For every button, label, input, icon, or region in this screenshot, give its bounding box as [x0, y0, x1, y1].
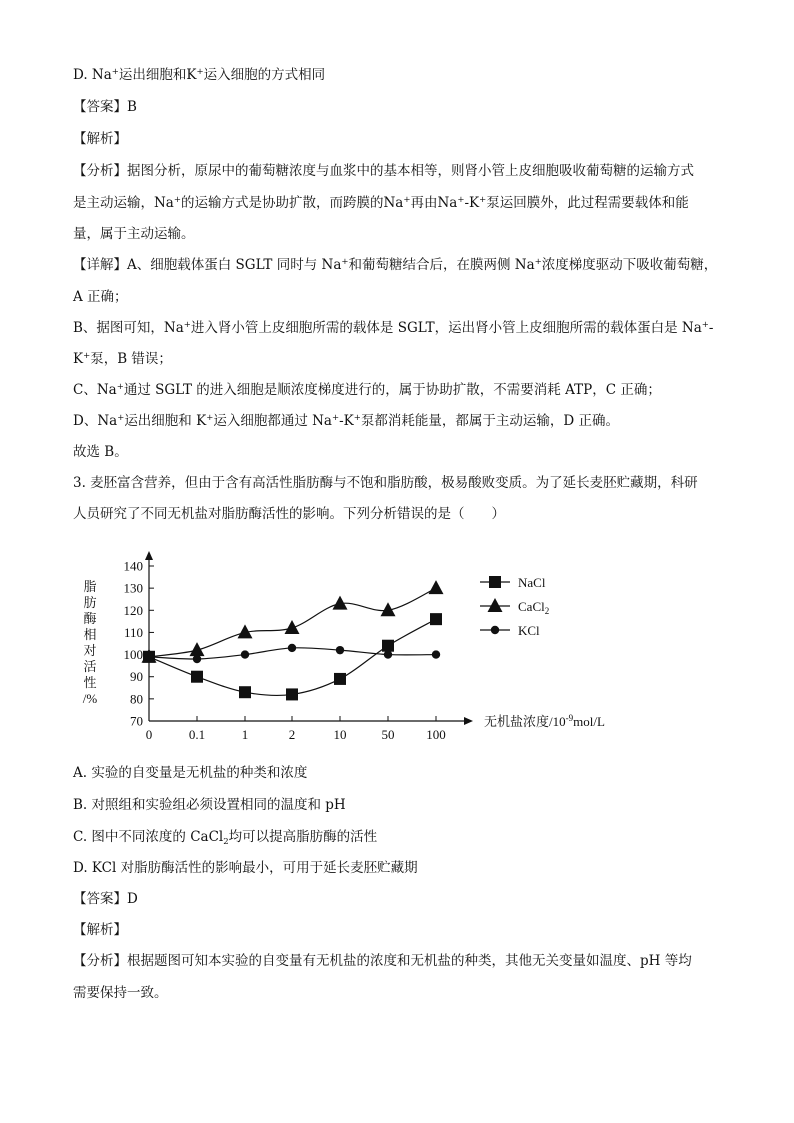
x-tick-label: 1 — [241, 727, 249, 742]
series-point-kcl — [384, 650, 392, 658]
legend-label-nacl: NaCl — [518, 575, 546, 590]
series-point-kcl — [288, 644, 296, 652]
series-point-cacl — [285, 620, 300, 634]
series-point-kcl — [336, 646, 344, 654]
y-tick-label: 120 — [123, 602, 143, 618]
y-tick-label: 130 — [123, 580, 143, 596]
series-point-kcl — [145, 653, 153, 661]
legend-label-cacl: CaCl$_2$ — [518, 599, 550, 616]
q3-stem-line2: 人员研究了不同无机盐对脂肪酶活性的影响。下列分析错误的是（ ） — [73, 506, 505, 522]
q3-answer: 【答案】D — [73, 891, 138, 907]
prev-xiangjie-a2: A 正确； — [73, 289, 128, 305]
q3-option-b: B. 对照组和实验组必须设置相同的温度和 pH — [73, 797, 346, 813]
series-point-nacl — [430, 613, 442, 625]
q3-stem-line1: 3. 麦胚富含营养，但由于含有高活性脂肪酶与不饱和脂肪酸，极易酸败变质。为了延长麦胚贮藏期，科研 — [73, 475, 698, 491]
q3-option-a: A. 实验的自变量是无机盐的种类和浓度 — [73, 765, 308, 781]
legend-marker-kcl — [491, 626, 499, 634]
q3-fenxi-line2: 需要保持一致。 — [73, 985, 168, 1001]
y-tick-label: 70 — [130, 713, 143, 729]
x-tick-label: 2 — [288, 727, 296, 742]
q3-analysis-heading: 【解析】 — [73, 922, 127, 938]
q3-option-c: C. 图中不同浓度的 CaCl$_2$均可以提高脂肪酶的活性 — [73, 829, 378, 847]
q3-fenxi-line1: 【分析】根据题图可知本实验的自变量有无机盐的浓度和无机盐的种类，其他无关变量如温度、pH 等均 — [73, 953, 692, 969]
prev-choose: 故选 B。 — [73, 444, 128, 460]
x-axis-arrow — [464, 717, 473, 725]
series-point-nacl — [191, 671, 203, 683]
prev-option-d: D. Na+运出细胞和K+运入细胞的方式相同 — [73, 67, 326, 83]
y-axis-label-char: 相 — [83, 627, 97, 642]
y-axis-arrow — [145, 551, 153, 560]
y-axis-label-char: 脂 — [83, 579, 97, 594]
series-point-nacl — [239, 686, 251, 698]
x-tick-label: 10 — [333, 727, 347, 742]
q3-chart — [70, 548, 650, 748]
x-tick-label: 0 — [145, 727, 153, 742]
y-tick-label: 80 — [130, 691, 143, 707]
prev-xiangjie-a1: 【详解】A、细胞载体蛋白 SGLT 同时与 Na+和葡萄糖结合后，在膜两侧 Na+浓度梯度驱动下吸收葡萄糖， — [73, 257, 718, 273]
series-point-cacl — [333, 596, 348, 610]
prev-answer: 【答案】B — [73, 99, 137, 115]
prev-fenxi-line1: 【分析】据图分析，原尿中的葡萄糖浓度与血浆中的基本相等，则肾小管上皮细胞吸收葡萄糖的运输方式 — [73, 163, 694, 179]
series-point-kcl — [193, 655, 201, 663]
x-axis-label: 无机盐浓度$/10^{-9}mol/L$ — [484, 713, 605, 729]
y-axis-label-char: 肪 — [83, 595, 97, 610]
y-axis-label-char: 酶 — [83, 611, 97, 626]
prev-xiangjie-d1: D、Na+运出细胞和 K+运入细胞都通过 Na+-K+泵都消耗能量，都属于主动运输，D 正确。 — [73, 413, 620, 429]
series-point-nacl — [286, 688, 298, 700]
prev-fenxi-line2: 是主动运输，Na+的运输方式是协助扩散，而跨膜的Na+再由Na+-K+泵运回膜外，此过程需要载体和能 — [73, 195, 689, 211]
q3-option-d: D. KCl 对脂肪酶活性的影响最小，可用于延长麦胚贮藏期 — [73, 860, 418, 876]
prev-xiangjie-b1: B、据图可知，Na+进入肾小管上皮细胞所需的载体是 SGLT，运出肾小管上皮细胞所需的载体蛋白是 Na+- — [73, 320, 714, 336]
x-tick-label: 0.1 — [188, 727, 206, 742]
legend-marker-cacl — [488, 598, 503, 612]
legend-marker-nacl — [489, 576, 501, 588]
x-tick-label: 100 — [426, 727, 446, 742]
prev-analysis-heading: 【解析】 — [73, 131, 127, 147]
legend-label-kcl: KCl — [518, 623, 540, 638]
y-axis-label-char: 性 — [83, 675, 97, 690]
y-tick-label: 140 — [123, 558, 143, 574]
series-point-kcl — [432, 650, 440, 658]
y-tick-label: 90 — [130, 669, 143, 685]
series-point-nacl — [334, 673, 346, 685]
y-axis-label-char: 对 — [83, 643, 97, 658]
series-point-kcl — [241, 650, 249, 658]
y-tick-label: 110 — [123, 624, 143, 640]
y-axis-label-char: 活 — [83, 659, 97, 674]
series-point-cacl — [429, 580, 444, 594]
prev-xiangjie-c1: C、Na+通过 SGLT 的进入细胞是顺浓度梯度进行的，属于协助扩散，不需要消耗 ATP，C 正确； — [73, 382, 661, 398]
prev-fenxi-line3: 量，属于主动运输。 — [73, 226, 195, 242]
y-axis-label-char: /% — [82, 691, 98, 706]
y-tick-label: 100 — [123, 647, 143, 663]
series-point-nacl — [382, 640, 394, 652]
x-tick-label: 50 — [381, 727, 395, 742]
prev-xiangjie-b2: K+泵，B 错误； — [73, 351, 172, 367]
